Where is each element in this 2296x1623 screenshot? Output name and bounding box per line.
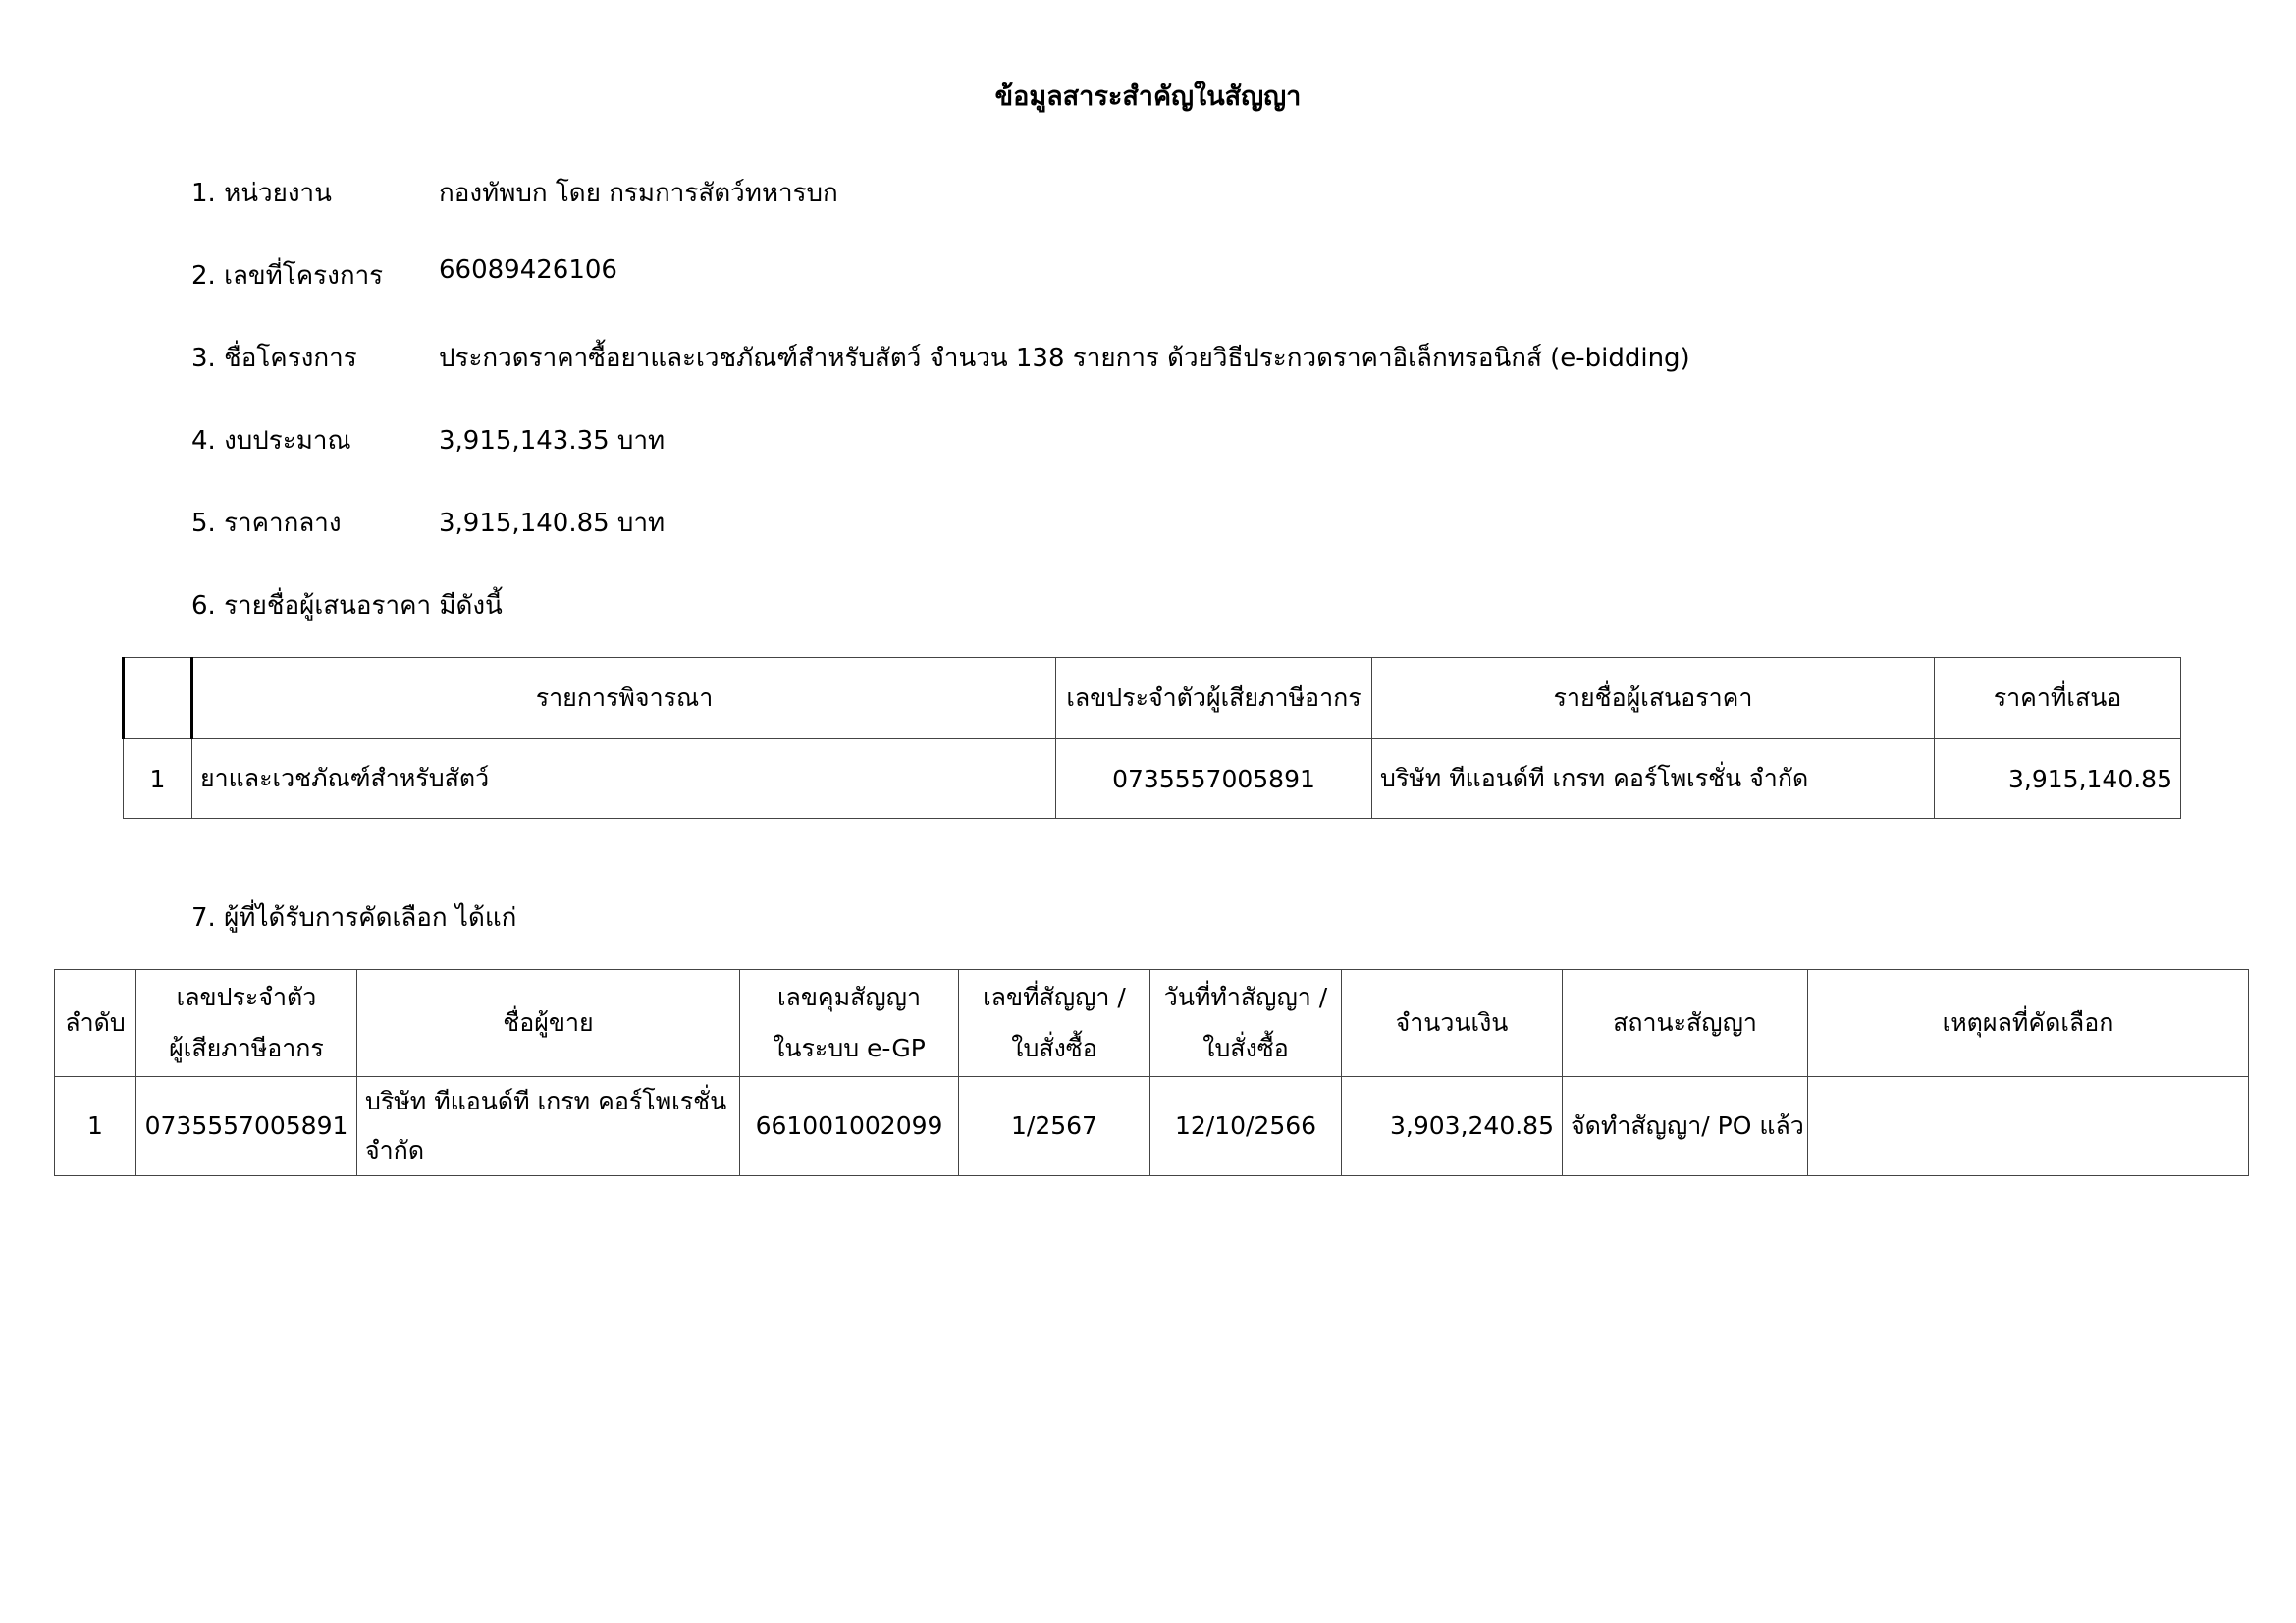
table-header-row: [55, 970, 2249, 1077]
table-cell: 1: [124, 739, 192, 819]
header-text: เลขที่สัญญา /: [983, 983, 1126, 1011]
table-header-cell: [136, 970, 357, 1077]
table-header-row: [124, 658, 2181, 739]
table-cell: [1808, 1077, 2249, 1176]
header-text: ในระบบ e-GP: [773, 1034, 926, 1062]
table-cell: 1: [55, 1077, 136, 1176]
table-cell: ยาและเวชภัณฑ์สำหรับสัตว์: [192, 739, 1056, 819]
field-value: ประกวดราคาซื้อยาและเวชภัณฑ์สำหรับสัตว์ จำนวน 138 รายการ ด้วยวิธีประกวดราคาอิเล็กทรอนิกส์ (e-bidding): [439, 344, 1690, 373]
field-value: 3,915,143.35 บาท: [439, 426, 666, 456]
table-cell: จัดทำสัญญา/ PO แล้ว: [1563, 1077, 1808, 1176]
table-cell: 1/2567: [959, 1077, 1150, 1176]
table-cell: 661001002099: [740, 1077, 959, 1176]
document-title: ข้อมูลสาระสำคัญในสัญญา: [994, 81, 1302, 112]
table-header-cell: [1342, 970, 1563, 1077]
field-label: 1. หน่วยงาน: [191, 179, 332, 208]
table-header-cell: รายการพิจารณา: [192, 658, 1056, 739]
header-text: ชื่อผู้ขาย: [503, 1008, 594, 1037]
table-row: [55, 1077, 2249, 1176]
header-text: ผู้เสียภาษีอากร: [169, 1034, 324, 1062]
table-header-cell: [1563, 970, 1808, 1077]
bidders-table: [122, 657, 2181, 819]
header-text: ลำดับ: [65, 1008, 126, 1037]
field-label: 2. เลขที่โครงการ: [191, 261, 384, 291]
table-header-cell: [740, 970, 959, 1077]
field-label: 3. ชื่อโครงการ: [191, 344, 357, 373]
header-text: ใบสั่งซื้อ: [1011, 1034, 1097, 1062]
table-header-cell: [1150, 970, 1342, 1077]
table-header-cell: [124, 658, 192, 739]
header-text: จำนวนเงิน: [1395, 1008, 1509, 1037]
table-header-cell: เลขประจำตัวผู้เสียภาษีอากร: [1056, 658, 1372, 739]
table-cell: บริษัท ทีแอนด์ที เกรท คอร์โพเรชั่น จำกัด: [1372, 739, 1935, 819]
header-text: ใบสั่งซื้อ: [1202, 1034, 1289, 1062]
table-cell: 0735557005891: [1056, 739, 1372, 819]
seller-name-line: จำกัด: [365, 1136, 425, 1164]
field-value: 3,915,140.85 บาท: [439, 509, 666, 538]
table-header-cell: [357, 970, 740, 1077]
table-header-cell: ราคาที่เสนอ: [1935, 658, 2181, 739]
table-header-cell: รายชื่อผู้เสนอราคา: [1372, 658, 1935, 739]
header-text: เหตุผลที่คัดเลือก: [1942, 1008, 2114, 1037]
table-cell: 3,915,140.85: [1935, 739, 2181, 819]
header-text: เลขประจำตัว: [176, 983, 317, 1011]
table-cell: [357, 1077, 740, 1176]
table-cell: 0735557005891: [136, 1077, 357, 1176]
header-text: วันที่ทำสัญญา /: [1163, 983, 1328, 1011]
table-row: [124, 739, 2181, 819]
table-cell: 3,903,240.85: [1342, 1077, 1563, 1176]
field-value: กองทัพบก โดย กรมการสัตว์ทหารบก: [439, 179, 838, 208]
header-text: สถานะสัญญา: [1613, 1008, 1757, 1037]
table-header-cell: [1808, 970, 2249, 1077]
table-header-cell: [55, 970, 136, 1077]
field-value: 66089426106: [439, 255, 617, 285]
table-cell: 12/10/2566: [1150, 1077, 1342, 1176]
section-winners-heading: 7. ผู้ที่ได้รับการคัดเลือก ได้แก่: [191, 903, 517, 933]
winners-table: [54, 969, 2249, 1176]
table-header-cell: [959, 970, 1150, 1077]
field-label: 4. งบประมาณ: [191, 426, 351, 456]
header-text: เลขคุมสัญญา: [776, 983, 922, 1011]
field-label: 5. ราคากลาง: [191, 509, 342, 538]
section-bidders-heading: 6. รายชื่อผู้เสนอราคา มีดังนี้: [191, 591, 503, 621]
seller-name-line: บริษัท ทีแอนด์ที เกรท คอร์โพเรชั่น: [365, 1087, 727, 1115]
